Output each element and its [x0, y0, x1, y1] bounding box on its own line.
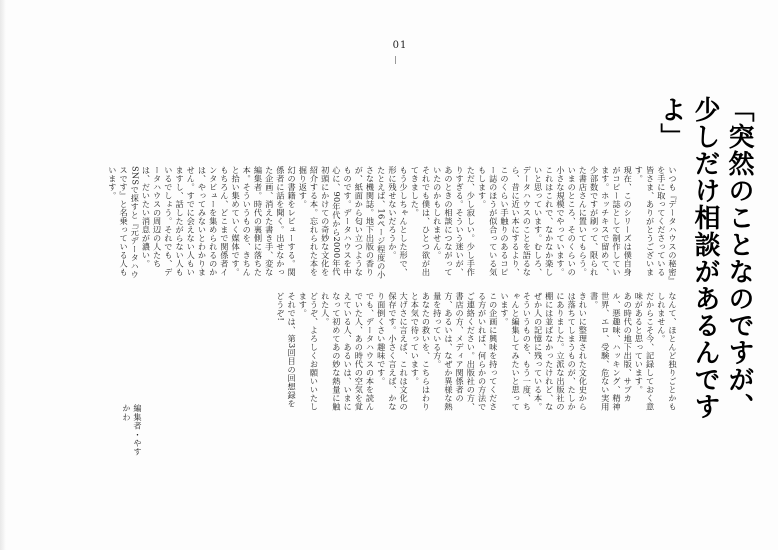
body-text-upper: [107, 166, 678, 284]
paragraph: あなたの救いを、こちらはわりと本気で待っています。: [410, 292, 432, 411]
paragraph: きれいに整理された文化史からは落ちてしまうものが、たしかにありました。立派な出版社の棚には並ばなかったけれど、なぜか人の記憶に残っている本。: [533, 292, 589, 411]
paragraph: どうぞ、よろしくお願いいたします。: [298, 292, 320, 411]
headline-line-1: 「突然のことなのですが、: [724, 96, 754, 420]
headline-line-2: 少しだけ相談があるんですよ」: [656, 96, 720, 420]
paragraph: いつも『データハウスの秘密』を手に取ってくださっている皆さま、ありがとうございます。: [634, 166, 678, 281]
paragraph: 大げさに言えば、これは文化の保存です。小さく言えば、かなり面倒くさい趣味です。: [376, 292, 410, 411]
paragraph: それでは、第3回目の回想録をどうぞ!: [275, 292, 298, 409]
paragraph: なんて、ほとんど独りごとかもしれません。: [656, 292, 678, 411]
paragraph: 幻の書籍をレビューする。関係者に話を聞く。出せなかった企画、消えた書き手、変な編集者。時代の裏側に落ちた本。そういうものを、きちんと拾い集めていく媒体です。: [231, 166, 298, 277]
page-number-rule: [395, 56, 396, 64]
paragraph: たとえば、16ページ程度の小さな機関誌。地下出版の香りが、紙面から匂い立つようなものです。データハウスを中心に、90年代から2000年代初頭にかけての奇妙な文化を紹介する本。忘れられた本を掘り返す。: [298, 166, 387, 280]
paragraph: でも、データハウスの本を読んでいた人、あの時代の空気を覚えている人、あるいは、いまになって初めてあの妙な熱量に触れた人。: [320, 292, 376, 411]
page-number: 01: [392, 40, 408, 51]
editor-signature: 編集者・やすかわ: [122, 404, 143, 457]
paragraph: 現在、このシリーズは僕自身がコピー誌として制作しています。ホッチキスで留めて、少部数ですが刷って、限られた書店さんに置いてもらう。いまのところ、そのくらいの小さな規模でやっています。: [555, 166, 634, 277]
paragraph: だからこそ今、記録しておく意味があると思っています。: [634, 292, 656, 411]
paragraph: あの時代の地下出版、サブカル、悪趣味、ハッキング、精神世界、エロ、受験、危ない実用書。: [589, 292, 634, 411]
paragraph: もちろん、どこまで関係者インタビューを集められるのかは、やってみないとわかりません。すでに会えない人もいますし、話したがらない人もいるでしょう。それでも、データハウスの周辺の人たちは、だいたい消息が濃い。SNSで探すと『元データハウスです』と名乗っている人もいます。: [107, 166, 230, 279]
paragraph: もう少しちゃんとした形で、形に残せないだろうか。: [387, 166, 410, 277]
paragraph: ただ、少し寂しい。少し手作りすぎる。そういう迷いが、あのときの相談につながっていたのかもしれません。: [432, 166, 477, 277]
scan-edge-shadow: [0, 0, 6, 550]
body-text-lower: [275, 292, 678, 412]
paragraph: これはこれで、なかなか楽しいと思っています。むしろ、データハウスのことを語るなら、昔に近い本にするより、このくらい手触りのあるコピー誌のほうが似合っている気もします。: [477, 166, 555, 277]
paragraph: それでも僕は、ひとつ欲が出てきました。: [410, 166, 432, 277]
paragraph: この企画に興味を持ってくださる方がいれば、何らかの方法でご連絡ください。出版社の方、書店の方、メディア関係者の方、あるいは、なぜか異様な熱量を持っている方。: [432, 292, 499, 411]
paragraph: そういうものを、もう一度、ちゃんと編集してみたいと思っています。: [499, 292, 533, 411]
